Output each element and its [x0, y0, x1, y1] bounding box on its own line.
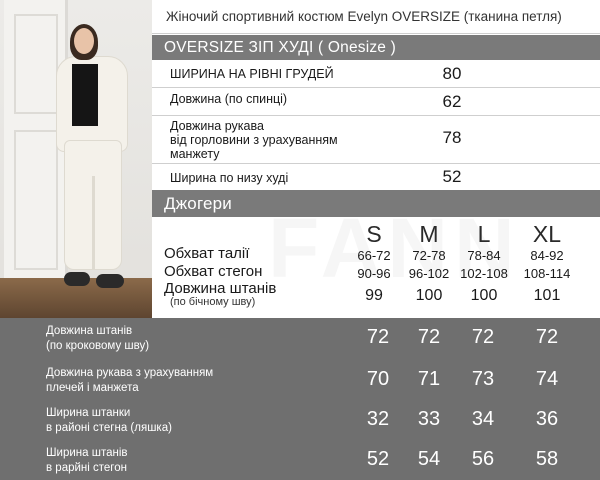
extra-cell: 52 [366, 448, 390, 470]
joggers-cell: 102-108 [460, 266, 508, 281]
extra-row-label: Ширина штанів [46, 447, 128, 459]
extra-cell: 72 [417, 326, 441, 348]
extra-row-label: Ширина штанки [46, 407, 131, 419]
extra-cell: 70 [366, 368, 390, 390]
joggers-table [152, 217, 600, 318]
joggers-cell: 84-92 [530, 248, 564, 263]
size-header: XL [532, 221, 562, 247]
hoodie-row-label: від горловини з урахуванням [170, 133, 338, 147]
extra-cell: 33 [417, 408, 441, 430]
product-title: Жіночий спортивний костюм Evelyn OVERSIZE (тканина петля) [152, 0, 600, 34]
extra-cell: 58 [535, 448, 559, 470]
extra-cell: 32 [366, 408, 390, 430]
extra-cell: 72 [535, 326, 559, 348]
model-shoe-right [96, 274, 124, 288]
hoodie-row [152, 60, 600, 88]
hoodie-row-label: манжету [170, 147, 220, 161]
model-face [74, 28, 94, 54]
joggers-cell: 72-78 [412, 248, 446, 263]
hoodie-section-title: OVERSIZE ЗІП ХУДІ ( Onesize ) [152, 35, 600, 60]
joggers-row-label: Довжина штанів [164, 280, 277, 297]
joggers-section-title: Джогери [152, 190, 600, 217]
extra-row [0, 362, 600, 402]
hoodie-row-value: 80 [442, 64, 462, 83]
extra-row-label: в районі стегна (ляшка) [46, 422, 172, 434]
extra-row [0, 402, 600, 442]
joggers-cell: 78-84 [467, 248, 501, 263]
size-header: L [477, 221, 491, 247]
joggers-row-sublabel: (по бічному шву) [170, 296, 256, 308]
product-photo [0, 0, 152, 318]
hoodie-row-label: Ширина по низу худі [170, 171, 289, 185]
joggers-row-label: Обхват талії [164, 245, 250, 262]
hoodie-row-value: 78 [442, 128, 462, 147]
extra-cell: 74 [535, 368, 559, 390]
extra-cell: 72 [471, 326, 495, 348]
extra-row-label: (по кроковому шву) [46, 340, 150, 352]
extra-measurements [0, 318, 600, 480]
joggers-cell: 100 [415, 287, 443, 304]
extra-row-label: Довжина рукава з урахуванням [46, 367, 214, 379]
extra-row-label: в рарйні стегон [46, 462, 127, 474]
extra-cell: 56 [471, 448, 495, 470]
extra-row [0, 442, 600, 480]
model-top [72, 64, 98, 126]
joggers-cell: 99 [365, 287, 383, 304]
hoodie-row [152, 116, 600, 164]
hoodie-row [152, 88, 600, 116]
extra-row-label: плечей і манжета [46, 382, 139, 394]
joggers-cell: 96-102 [408, 266, 450, 281]
extra-cell: 54 [417, 448, 441, 470]
model-shoe-left [64, 272, 90, 286]
hoodie-row-value: 62 [442, 92, 462, 111]
joggers-cell: 108-114 [523, 266, 571, 281]
extra-cell: 36 [535, 408, 559, 430]
extra-cell: 71 [417, 368, 441, 390]
extra-row-label: Довжина штанів [46, 325, 133, 337]
joggers-cell: 90-96 [357, 266, 391, 281]
extra-cell: 34 [471, 408, 495, 430]
hoodie-row-label: Довжина (по спинці) [170, 92, 288, 106]
joggers-cell: 101 [533, 287, 561, 304]
joggers-cell: 66-72 [357, 248, 391, 263]
extra-row [0, 320, 600, 360]
hoodie-row [152, 164, 600, 190]
extra-cell: 73 [471, 368, 495, 390]
joggers-cell: 100 [470, 287, 498, 304]
hoodie-row-label: ШИРИНА НА РІВНІ ГРУДЕЙ [170, 67, 334, 81]
hoodie-row-label: Довжина рукава [170, 119, 264, 133]
size-header: M [419, 221, 439, 247]
size-header: S [366, 221, 382, 247]
joggers-row-label: Обхват стегон [164, 263, 263, 280]
hoodie-row-value: 52 [442, 167, 462, 186]
extra-cell: 72 [366, 326, 390, 348]
